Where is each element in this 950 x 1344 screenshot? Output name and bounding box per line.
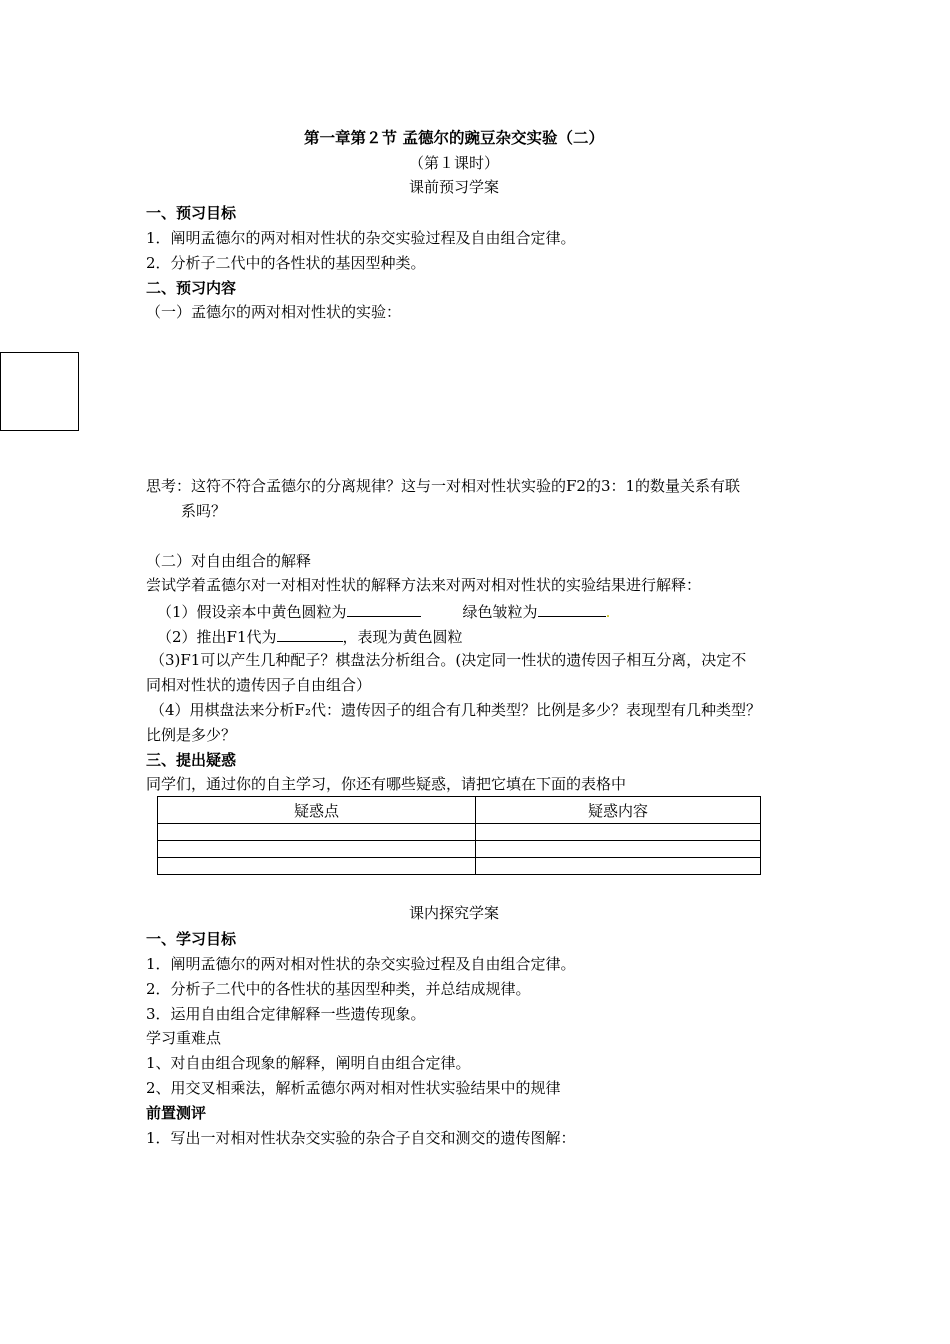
think-question-line2: 系吗？: [181, 502, 227, 520]
table-row: [158, 841, 761, 858]
doubts-title: 三、提出疑惑: [146, 751, 237, 769]
learning-goal-item: 3．运用自由组合定律解释一些遗传现象。: [146, 1005, 426, 1023]
blank-f1-genotype[interactable]: [277, 625, 343, 642]
preview-goals-title: 一、预习目标: [146, 204, 237, 222]
explain-intro: 尝试学着孟德尔对一对相对性状的解释方法来对两对相对性状的实验结果进行解释：: [146, 576, 702, 594]
blank-parent-yellow-round[interactable]: [347, 600, 421, 617]
question-3-line2: 同相对性状的遗传因子自由组合）: [146, 676, 372, 694]
page-subtitle: （第１课时）: [408, 154, 499, 172]
doubts-table: [157, 796, 761, 875]
question-4-line1: （4）用棋盘法来分析F₂代：遗传因子的组合有几种类型？比例是多少？表现型有几种类型？: [150, 701, 761, 719]
preview-goal-item: 1．阐明孟德尔的两对相对性状的杂交实验过程及自由组合定律。: [146, 229, 576, 247]
doubts-intro: 同学们，通过你的自主学习，你还有哪些疑惑，请把它填在下面的表格中: [146, 775, 627, 793]
think-question-line1: 思考：这符不符合孟德尔的分离规律？这与一对相对性状实验的F2的3：1的数量关系有联: [146, 477, 741, 495]
page-title: 第一章第２节 孟德尔的豌豆杂交实验（二）: [304, 129, 604, 147]
key-point-item: 1、对自由组合现象的解释，阐明自由组合定律。: [146, 1054, 471, 1072]
preview-sub-heading-1: （一）孟德尔的两对相对性状的实验：: [146, 303, 402, 321]
section-heading-inclass: 课内探究学案: [408, 904, 499, 922]
learning-goal-item: 1．阐明孟德尔的两对相对性状的杂交实验过程及自由组合定律。: [146, 955, 576, 973]
section-heading-preview: 课前预习学案: [408, 178, 499, 196]
question-4-line2: 比例是多少？: [146, 726, 237, 744]
highlight-dot: .: [605, 603, 611, 621]
side-square-box: [0, 352, 79, 431]
blank-parent-green-wrinkled[interactable]: [538, 600, 606, 617]
table-cell[interactable]: [158, 824, 476, 841]
question-2: [157, 625, 463, 647]
table-header-doubt-content: 疑惑内容: [476, 797, 761, 824]
pretest-title: 前置测评: [146, 1104, 207, 1122]
table-cell[interactable]: [476, 841, 761, 858]
preview-sub-heading-2: （二）对自由组合的解释: [146, 552, 312, 570]
key-points-title: 学习重难点: [146, 1029, 222, 1047]
question-3-line1: （3)F1可以产生几种配子？棋盘法分析组合。(决定同一性状的遗传因子相互分离，决定不: [150, 651, 747, 669]
question-2-part-a: （2）推出F1代为: [157, 628, 277, 646]
learning-goal-item: 2．分析子二代中的各性状的基因型种类，并总结成规律。: [146, 980, 531, 998]
table-row: [158, 824, 761, 841]
pretest-item: 1．写出一对相对性状杂交实验的杂合子自交和测交的遗传图解：: [146, 1129, 576, 1147]
key-point-item: 2、用交叉相乘法，解析孟德尔两对相对性状实验结果中的规律: [146, 1079, 561, 1097]
table-cell[interactable]: [476, 858, 761, 875]
table-header-doubt-point: 疑惑点: [158, 797, 476, 824]
question-2-part-b: ，表现为黄色圆粒: [342, 628, 463, 646]
table-cell[interactable]: [476, 824, 761, 841]
preview-goal-item: 2．分析子二代中的各性状的基因型种类。: [146, 254, 426, 272]
table-header-row: [158, 797, 761, 824]
table-row: [158, 858, 761, 875]
table-cell[interactable]: [158, 841, 476, 858]
question-1: [157, 600, 610, 622]
learning-goals-title: 一、学习目标: [146, 930, 237, 948]
question-1-part-a: （1）假设亲本中黄色圆粒为: [157, 603, 347, 621]
table-cell[interactable]: [158, 858, 476, 875]
preview-content-title: 二、预习内容: [146, 279, 237, 297]
question-1-part-b: 绿色皱粒为: [462, 603, 538, 621]
